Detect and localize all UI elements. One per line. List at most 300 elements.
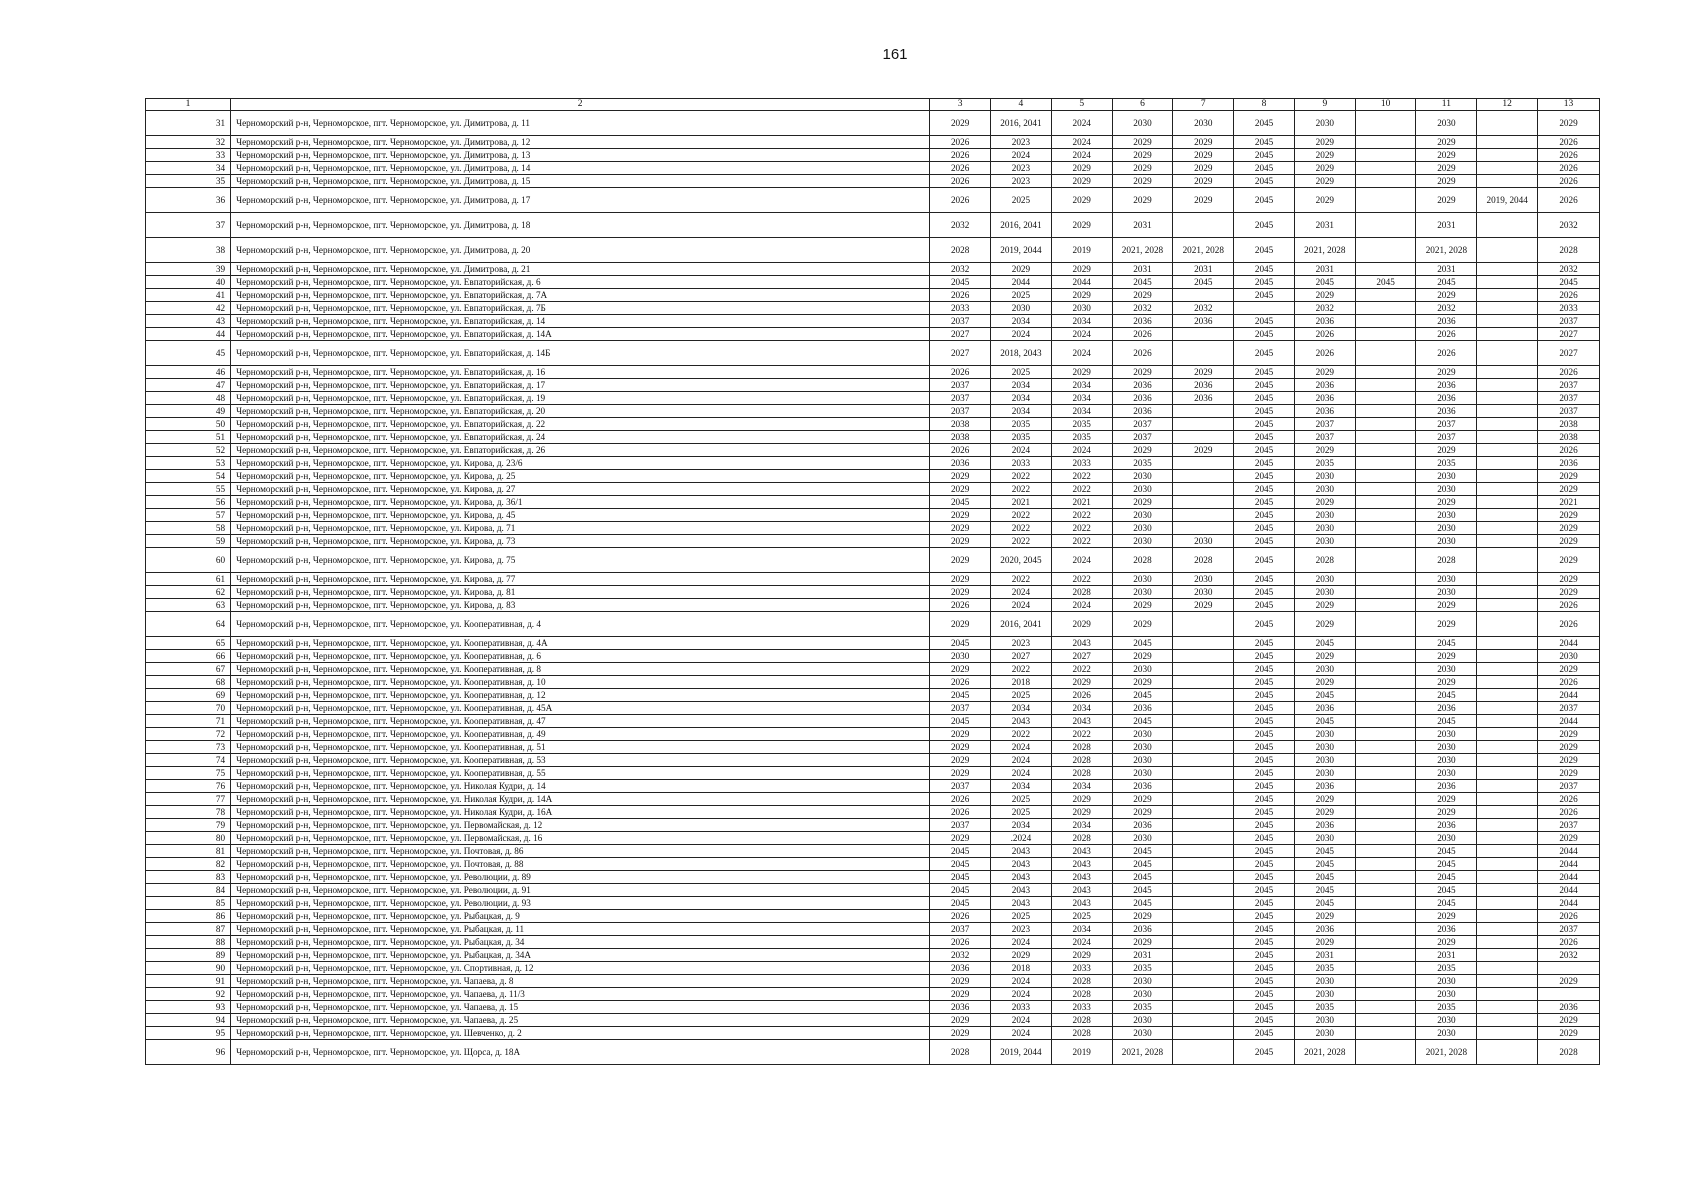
year-cell-col-10	[1355, 366, 1416, 379]
year-cell-col-12	[1477, 728, 1538, 741]
address-cell: Черноморский р-н, Черноморское, пгт. Черноморское, ул. Рыбацкая, д. 11	[231, 923, 930, 936]
year-cell-col-11: 2045	[1416, 715, 1477, 728]
address-cell: Черноморский р-н, Черноморское, пгт. Черноморское, ул. Евпаторийская, д. 17	[231, 379, 930, 392]
year-cell-col-7	[1173, 754, 1234, 767]
year-cell-col-10	[1355, 650, 1416, 663]
year-cell-col-9: 2045	[1294, 276, 1355, 289]
year-cell-col-6: 2021, 2028	[1112, 238, 1173, 263]
year-cell-col-12	[1477, 858, 1538, 871]
year-cell-col-8: 2045	[1234, 431, 1295, 444]
year-cell-col-13: 2028	[1538, 1040, 1600, 1065]
year-cell-col-9: 2029	[1294, 936, 1355, 949]
year-cell-col-6: 2030	[1112, 728, 1173, 741]
year-cell-col-5: 2028	[1051, 975, 1112, 988]
row-number: 51	[146, 431, 231, 444]
address-cell: Черноморский р-н, Черноморское, пгт. Черноморское, ул. Евпаторийская, д. 20	[231, 405, 930, 418]
year-cell-col-3: 2028	[930, 238, 991, 263]
year-cell-col-8: 2045	[1234, 586, 1295, 599]
year-cell-col-6: 2031	[1112, 213, 1173, 238]
year-cell-col-8: 2045	[1234, 392, 1295, 405]
year-cell-col-7: 2036	[1173, 379, 1234, 392]
year-cell-col-10	[1355, 302, 1416, 315]
year-cell-col-7	[1173, 289, 1234, 302]
table-row	[146, 548, 1600, 573]
year-cell-col-6: 2035	[1112, 457, 1173, 470]
table-row	[146, 793, 1600, 806]
year-cell-col-5: 2029	[1051, 175, 1112, 188]
year-cell-col-7	[1173, 637, 1234, 650]
year-cell-col-10	[1355, 1040, 1416, 1065]
row-number: 73	[146, 741, 231, 754]
table-row	[146, 715, 1600, 728]
year-cell-col-10	[1355, 573, 1416, 586]
address-cell: Черноморский р-н, Черноморское, пгт. Черноморское, ул. Димитрова, д. 13	[231, 149, 930, 162]
year-cell-col-11: 2029	[1416, 793, 1477, 806]
year-cell-col-7	[1173, 457, 1234, 470]
year-cell-col-13: 2038	[1538, 431, 1600, 444]
year-cell-col-4: 2016, 2041	[991, 612, 1052, 637]
year-cell-col-13: 2029	[1538, 975, 1600, 988]
year-cell-col-11: 2030	[1416, 754, 1477, 767]
year-cell-col-4: 2043	[991, 715, 1052, 728]
year-cell-col-5: 2034	[1051, 923, 1112, 936]
year-cell-col-6: 2026	[1112, 341, 1173, 366]
year-cell-col-8: 2045	[1234, 884, 1295, 897]
year-cell-col-12	[1477, 431, 1538, 444]
row-number: 47	[146, 379, 231, 392]
address-cell: Черноморский р-н, Черноморское, пгт. Черноморское, ул. Димитрова, д. 14	[231, 162, 930, 175]
year-cell-col-4: 2016, 2041	[991, 111, 1052, 136]
year-cell-col-7	[1173, 612, 1234, 637]
address-cell: Черноморский р-н, Черноморское, пгт. Черноморское, ул. Почтовая, д. 88	[231, 858, 930, 871]
table-row	[146, 263, 1600, 276]
year-cell-col-8: 2045	[1234, 1027, 1295, 1040]
year-cell-col-10	[1355, 923, 1416, 936]
table-row	[146, 819, 1600, 832]
year-cell-col-6: 2045	[1112, 871, 1173, 884]
year-cell-col-11: 2045	[1416, 871, 1477, 884]
year-cell-col-5: 2029	[1051, 213, 1112, 238]
table-row	[146, 162, 1600, 175]
year-cell-col-5: 2043	[1051, 897, 1112, 910]
year-cell-col-6: 2029	[1112, 188, 1173, 213]
year-cell-col-3: 2033	[930, 302, 991, 315]
year-cell-col-6: 2035	[1112, 962, 1173, 975]
year-cell-col-10	[1355, 806, 1416, 819]
table-row	[146, 392, 1600, 405]
year-cell-col-13: 2029	[1538, 728, 1600, 741]
year-cell-col-10	[1355, 470, 1416, 483]
year-cell-col-11: 2045	[1416, 884, 1477, 897]
row-number: 86	[146, 910, 231, 923]
year-cell-col-13: 2029	[1538, 741, 1600, 754]
year-cell-col-5: 2043	[1051, 871, 1112, 884]
year-cell-col-9: 2030	[1294, 741, 1355, 754]
year-cell-col-8: 2045	[1234, 754, 1295, 767]
year-cell-col-10	[1355, 884, 1416, 897]
year-cell-col-4: 2035	[991, 431, 1052, 444]
year-cell-col-8: 2045	[1234, 548, 1295, 573]
year-cell-col-3: 2030	[930, 650, 991, 663]
row-number: 54	[146, 470, 231, 483]
year-cell-col-3: 2026	[930, 136, 991, 149]
year-cell-col-10	[1355, 315, 1416, 328]
year-cell-col-3: 2032	[930, 263, 991, 276]
year-cell-col-4: 2024	[991, 1014, 1052, 1027]
year-cell-col-9: 2026	[1294, 341, 1355, 366]
address-cell: Черноморский р-н, Черноморское, пгт. Черноморское, ул. Кооперативная, д. 53	[231, 754, 930, 767]
year-cell-col-5: 2035	[1051, 431, 1112, 444]
year-cell-col-7	[1173, 689, 1234, 702]
year-cell-col-13: 2044	[1538, 884, 1600, 897]
year-cell-col-3: 2036	[930, 962, 991, 975]
year-cell-col-11: 2029	[1416, 444, 1477, 457]
address-cell: Черноморский р-н, Черноморское, пгт. Черноморское, ул. Димитрова, д. 15	[231, 175, 930, 188]
year-cell-col-3: 2045	[930, 715, 991, 728]
year-cell-col-10	[1355, 975, 1416, 988]
table-row	[146, 470, 1600, 483]
year-cell-col-4: 2033	[991, 457, 1052, 470]
row-number: 58	[146, 522, 231, 535]
year-cell-col-11: 2030	[1416, 483, 1477, 496]
year-cell-col-10	[1355, 871, 1416, 884]
year-cell-col-9: 2030	[1294, 111, 1355, 136]
year-cell-col-5: 2028	[1051, 988, 1112, 1001]
year-cell-col-11: 2045	[1416, 858, 1477, 871]
year-cell-col-9: 2029	[1294, 793, 1355, 806]
address-cell: Черноморский р-н, Черноморское, пгт. Черноморское, ул. Кооперативная, д. 49	[231, 728, 930, 741]
year-cell-col-13: 2029	[1538, 586, 1600, 599]
year-cell-col-10	[1355, 444, 1416, 457]
year-cell-col-10	[1355, 289, 1416, 302]
year-cell-col-12	[1477, 897, 1538, 910]
year-cell-col-4: 2024	[991, 586, 1052, 599]
address-cell: Черноморский р-н, Черноморское, пгт. Черноморское, ул. Евпаторийская, д. 7А	[231, 289, 930, 302]
year-cell-col-7	[1173, 780, 1234, 793]
year-cell-col-10	[1355, 535, 1416, 548]
year-cell-col-10	[1355, 702, 1416, 715]
year-cell-col-13: 2030	[1538, 650, 1600, 663]
year-cell-col-12	[1477, 819, 1538, 832]
year-cell-col-12	[1477, 509, 1538, 522]
row-number: 60	[146, 548, 231, 573]
year-cell-col-10	[1355, 599, 1416, 612]
table-row	[146, 136, 1600, 149]
year-cell-col-3: 2045	[930, 637, 991, 650]
row-number: 83	[146, 871, 231, 884]
year-cell-col-4: 2044	[991, 276, 1052, 289]
table-row	[146, 741, 1600, 754]
year-cell-col-8: 2045	[1234, 444, 1295, 457]
year-cell-col-11: 2029	[1416, 496, 1477, 509]
year-cell-col-13: 2044	[1538, 637, 1600, 650]
year-cell-col-10	[1355, 379, 1416, 392]
address-cell: Черноморский р-н, Черноморское, пгт. Черноморское, ул. Евпаторийская, д. 26	[231, 444, 930, 457]
year-cell-col-7	[1173, 702, 1234, 715]
year-cell-col-7: 2030	[1173, 573, 1234, 586]
table-row	[146, 586, 1600, 599]
address-cell: Черноморский р-н, Черноморское, пгт. Черноморское, ул. Кооперативная, д. 4	[231, 612, 930, 637]
year-cell-col-11: 2029	[1416, 136, 1477, 149]
year-cell-col-8: 2045	[1234, 612, 1295, 637]
table-row	[146, 676, 1600, 689]
year-cell-col-7	[1173, 328, 1234, 341]
year-cell-col-12	[1477, 806, 1538, 819]
year-cell-col-5: 2028	[1051, 754, 1112, 767]
year-cell-col-3: 2045	[930, 858, 991, 871]
year-cell-col-12	[1477, 871, 1538, 884]
year-cell-col-5: 2034	[1051, 379, 1112, 392]
year-cell-col-7	[1173, 832, 1234, 845]
year-cell-col-3: 2029	[930, 612, 991, 637]
year-cell-col-6: 2030	[1112, 741, 1173, 754]
year-cell-col-9: 2036	[1294, 405, 1355, 418]
year-cell-col-10	[1355, 832, 1416, 845]
year-cell-col-10	[1355, 897, 1416, 910]
year-cell-col-11: 2030	[1416, 535, 1477, 548]
year-cell-col-4: 2034	[991, 780, 1052, 793]
year-cell-col-5: 2043	[1051, 715, 1112, 728]
table-row	[146, 832, 1600, 845]
year-cell-col-12	[1477, 767, 1538, 780]
year-cell-col-4: 2025	[991, 289, 1052, 302]
year-cell-col-9: 2030	[1294, 586, 1355, 599]
address-cell: Черноморский р-н, Черноморское, пгт. Черноморское, ул. Кооперативная, д. 6	[231, 650, 930, 663]
year-cell-col-4: 2029	[991, 949, 1052, 962]
year-cell-col-3: 2045	[930, 884, 991, 897]
year-cell-col-7	[1173, 741, 1234, 754]
register-table	[145, 98, 1600, 1065]
year-cell-col-10	[1355, 676, 1416, 689]
year-cell-col-11: 2030	[1416, 586, 1477, 599]
year-cell-col-10	[1355, 111, 1416, 136]
year-cell-col-9: 2036	[1294, 392, 1355, 405]
year-cell-col-5: 2022	[1051, 483, 1112, 496]
year-cell-col-12	[1477, 496, 1538, 509]
year-cell-col-11: 2028	[1416, 548, 1477, 573]
year-cell-col-7	[1173, 949, 1234, 962]
year-cell-col-11: 2036	[1416, 392, 1477, 405]
year-cell-col-3: 2029	[930, 1027, 991, 1040]
year-cell-col-11: 2031	[1416, 949, 1477, 962]
table-row	[146, 1027, 1600, 1040]
row-number: 43	[146, 315, 231, 328]
year-cell-col-8: 2045	[1234, 975, 1295, 988]
year-cell-col-6: 2029	[1112, 806, 1173, 819]
year-cell-col-11: 2031	[1416, 263, 1477, 276]
year-cell-col-3: 2026	[930, 149, 991, 162]
year-cell-col-3: 2037	[930, 379, 991, 392]
address-cell: Черноморский р-н, Черноморское, пгт. Черноморское, ул. Кооперативная, д. 12	[231, 689, 930, 702]
year-cell-col-5: 2034	[1051, 315, 1112, 328]
year-cell-col-10	[1355, 392, 1416, 405]
year-cell-col-7	[1173, 1027, 1234, 1040]
year-cell-col-6: 2030	[1112, 988, 1173, 1001]
year-cell-col-9: 2031	[1294, 949, 1355, 962]
address-cell: Черноморский р-н, Черноморское, пгт. Черноморское, ул. Евпаторийская, д. 14	[231, 315, 930, 328]
year-cell-col-10	[1355, 522, 1416, 535]
year-cell-col-3: 2037	[930, 923, 991, 936]
year-cell-col-11: 2032	[1416, 302, 1477, 315]
year-cell-col-3: 2029	[930, 728, 991, 741]
year-cell-col-5: 2034	[1051, 819, 1112, 832]
year-cell-col-3: 2032	[930, 949, 991, 962]
year-cell-col-11: 2030	[1416, 663, 1477, 676]
year-cell-col-7	[1173, 405, 1234, 418]
year-cell-col-13: 2026	[1538, 136, 1600, 149]
year-cell-col-10	[1355, 188, 1416, 213]
year-cell-col-13: 2032	[1538, 213, 1600, 238]
year-cell-col-7: 2031	[1173, 263, 1234, 276]
address-cell: Черноморский р-н, Черноморское, пгт. Черноморское, ул. Евпаторийская, д. 14А	[231, 328, 930, 341]
year-cell-col-4: 2043	[991, 884, 1052, 897]
year-cell-col-11: 2029	[1416, 910, 1477, 923]
year-cell-col-12	[1477, 586, 1538, 599]
table-row	[146, 988, 1600, 1001]
year-cell-col-4: 2034	[991, 702, 1052, 715]
year-cell-col-3: 2029	[930, 767, 991, 780]
table-row	[146, 111, 1600, 136]
year-cell-col-8: 2045	[1234, 573, 1295, 586]
year-cell-col-4: 2023	[991, 136, 1052, 149]
year-cell-col-13: 2029	[1538, 509, 1600, 522]
year-cell-col-9: 2021, 2028	[1294, 238, 1355, 263]
year-cell-col-13: 2032	[1538, 263, 1600, 276]
year-cell-col-9: 2029	[1294, 496, 1355, 509]
address-cell: Черноморский р-н, Черноморское, пгт. Черноморское, ул. Кирова, д. 25	[231, 470, 930, 483]
year-cell-col-13: 2037	[1538, 702, 1600, 715]
row-number: 79	[146, 819, 231, 832]
year-cell-col-6: 2030	[1112, 111, 1173, 136]
year-cell-col-3: 2026	[930, 936, 991, 949]
year-cell-col-13: 2044	[1538, 871, 1600, 884]
year-cell-col-10	[1355, 149, 1416, 162]
row-number: 88	[146, 936, 231, 949]
year-cell-col-6: 2029	[1112, 175, 1173, 188]
year-cell-col-12	[1477, 136, 1538, 149]
year-cell-col-11: 2036	[1416, 780, 1477, 793]
year-cell-col-3: 2029	[930, 832, 991, 845]
year-cell-col-11: 2035	[1416, 1001, 1477, 1014]
address-cell: Черноморский р-н, Черноморское, пгт. Черноморское, ул. Кирова, д. 71	[231, 522, 930, 535]
year-cell-col-12	[1477, 793, 1538, 806]
row-number: 72	[146, 728, 231, 741]
row-number: 93	[146, 1001, 231, 1014]
year-cell-col-5: 2029	[1051, 612, 1112, 637]
year-cell-col-8: 2045	[1234, 793, 1295, 806]
table-row	[146, 149, 1600, 162]
year-cell-col-5: 2043	[1051, 637, 1112, 650]
year-cell-col-13: 2026	[1538, 599, 1600, 612]
year-cell-col-3: 2027	[930, 328, 991, 341]
year-cell-col-3: 2029	[930, 663, 991, 676]
year-cell-col-10	[1355, 213, 1416, 238]
year-cell-col-7: 2032	[1173, 302, 1234, 315]
year-cell-col-4: 2022	[991, 728, 1052, 741]
year-cell-col-5: 2029	[1051, 188, 1112, 213]
table-row	[146, 418, 1600, 431]
year-cell-col-8: 2045	[1234, 702, 1295, 715]
year-cell-col-8: 2045	[1234, 470, 1295, 483]
year-cell-col-3: 2032	[930, 213, 991, 238]
year-cell-col-8: 2045	[1234, 535, 1295, 548]
year-cell-col-6: 2030	[1112, 767, 1173, 780]
year-cell-col-8: 2045	[1234, 315, 1295, 328]
year-cell-col-3: 2026	[930, 806, 991, 819]
year-cell-col-5: 2024	[1051, 444, 1112, 457]
row-number: 59	[146, 535, 231, 548]
year-cell-col-6: 2045	[1112, 897, 1173, 910]
year-cell-col-13: 2029	[1538, 573, 1600, 586]
year-cell-col-6: 2036	[1112, 923, 1173, 936]
year-cell-col-8: 2045	[1234, 149, 1295, 162]
year-cell-col-8: 2045	[1234, 213, 1295, 238]
column-header-4: 4	[991, 99, 1052, 111]
year-cell-col-8: 2045	[1234, 366, 1295, 379]
row-number: 37	[146, 213, 231, 238]
year-cell-col-3: 2029	[930, 535, 991, 548]
year-cell-col-4: 2034	[991, 405, 1052, 418]
year-cell-col-4: 2043	[991, 858, 1052, 871]
year-cell-col-4: 2034	[991, 819, 1052, 832]
row-number: 31	[146, 111, 231, 136]
row-number: 62	[146, 586, 231, 599]
table-row	[146, 936, 1600, 949]
year-cell-col-5: 2029	[1051, 793, 1112, 806]
year-cell-col-6: 2029	[1112, 793, 1173, 806]
year-cell-col-13: 2032	[1538, 949, 1600, 962]
year-cell-col-10	[1355, 988, 1416, 1001]
year-cell-col-5: 2024	[1051, 548, 1112, 573]
year-cell-col-12	[1477, 884, 1538, 897]
year-cell-col-12	[1477, 405, 1538, 418]
year-cell-col-4: 2024	[991, 444, 1052, 457]
year-cell-col-4: 2022	[991, 535, 1052, 548]
year-cell-col-4: 2034	[991, 379, 1052, 392]
year-cell-col-8: 2045	[1234, 936, 1295, 949]
year-cell-col-3: 2045	[930, 897, 991, 910]
year-cell-col-8: 2045	[1234, 715, 1295, 728]
year-cell-col-12	[1477, 457, 1538, 470]
year-cell-col-12	[1477, 1040, 1538, 1065]
address-cell: Черноморский р-н, Черноморское, пгт. Черноморское, ул. Первомайская, д. 16	[231, 832, 930, 845]
year-cell-col-11: 2035	[1416, 457, 1477, 470]
year-cell-col-4: 2024	[991, 1027, 1052, 1040]
row-number: 50	[146, 418, 231, 431]
row-number: 96	[146, 1040, 231, 1065]
address-cell: Черноморский р-н, Черноморское, пгт. Черноморское, ул. Евпаторийская, д. 7Б	[231, 302, 930, 315]
year-cell-col-12	[1477, 341, 1538, 366]
year-cell-col-5: 2034	[1051, 392, 1112, 405]
year-cell-col-9: 2029	[1294, 599, 1355, 612]
year-cell-col-11: 2030	[1416, 1027, 1477, 1040]
year-cell-col-6: 2029	[1112, 676, 1173, 689]
row-number: 46	[146, 366, 231, 379]
year-cell-col-13: 2029	[1538, 767, 1600, 780]
year-cell-col-11: 2029	[1416, 599, 1477, 612]
year-cell-col-5: 2028	[1051, 586, 1112, 599]
year-cell-col-5: 2028	[1051, 767, 1112, 780]
year-cell-col-11: 2035	[1416, 962, 1477, 975]
year-cell-col-12	[1477, 418, 1538, 431]
year-cell-col-12	[1477, 650, 1538, 663]
year-cell-col-12	[1477, 302, 1538, 315]
year-cell-col-6: 2029	[1112, 496, 1173, 509]
year-cell-col-9: 2032	[1294, 302, 1355, 315]
table-row	[146, 767, 1600, 780]
year-cell-col-11: 2029	[1416, 366, 1477, 379]
year-cell-col-8: 2045	[1234, 676, 1295, 689]
